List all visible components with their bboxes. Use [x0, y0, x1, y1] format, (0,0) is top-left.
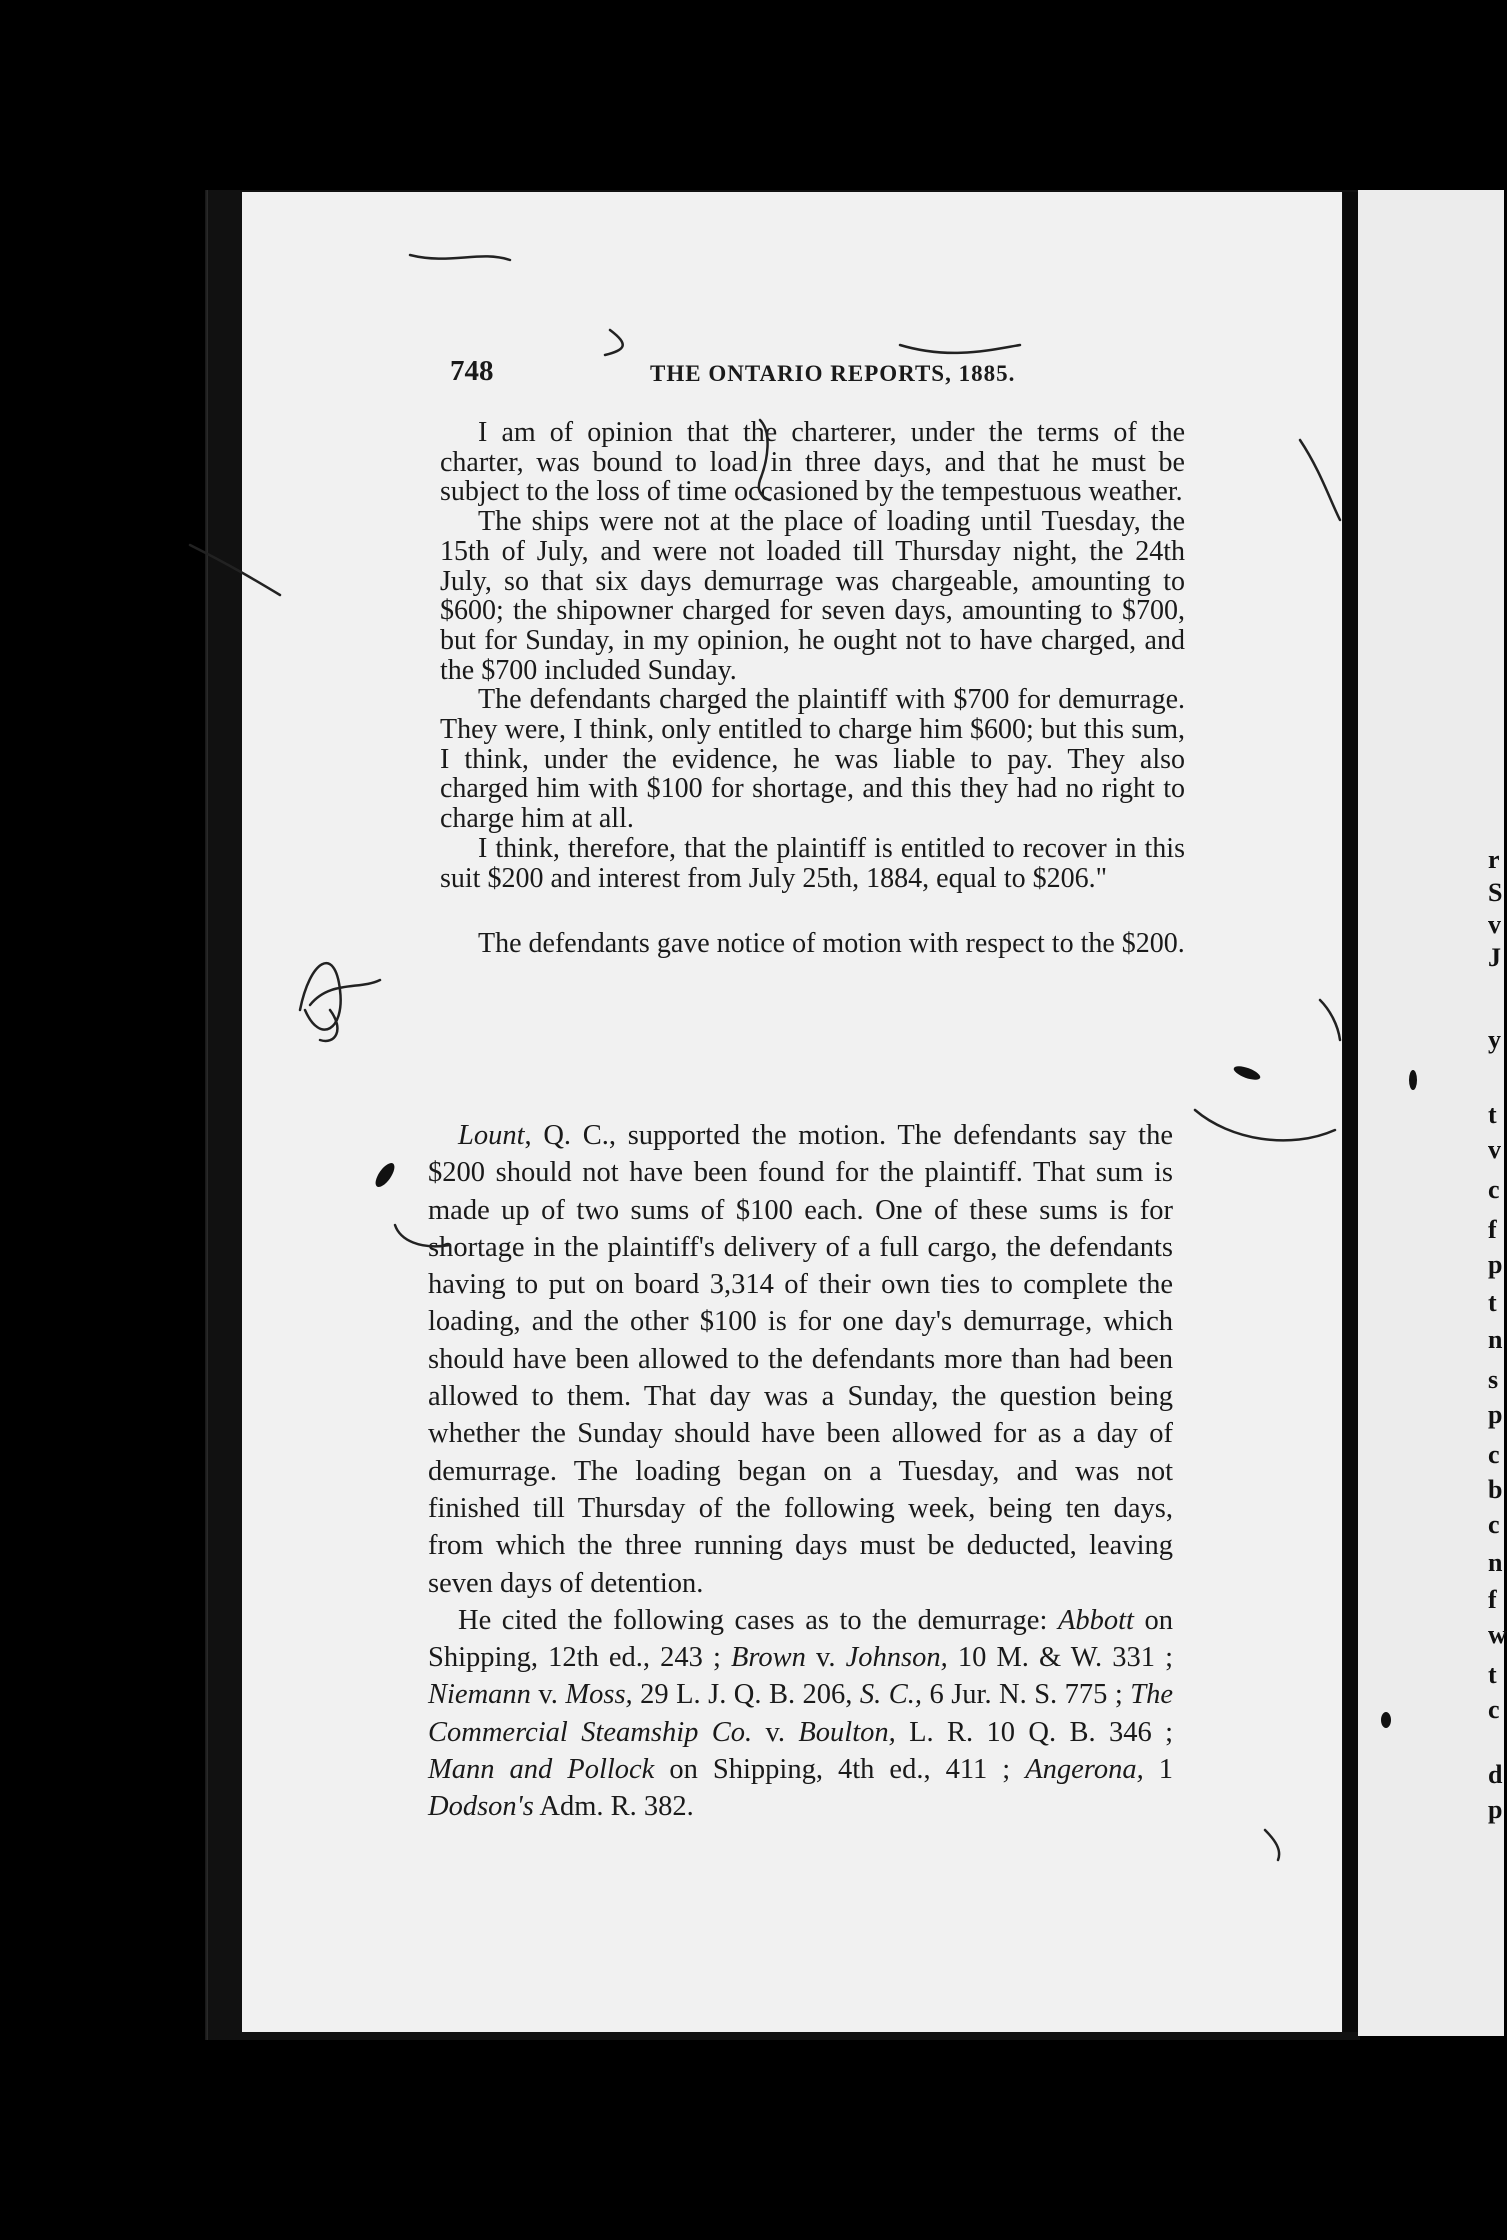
counsel-name: Lount	[458, 1120, 525, 1151]
adjacent-page-fragment: n	[1488, 1548, 1503, 1577]
citation-italic: S. C.,	[859, 1679, 923, 1711]
ink-blot	[1381, 1712, 1391, 1728]
citation-text: on Shipping, 4th ed., 411 ;	[654, 1754, 1026, 1786]
adjacent-page-fragment: w	[1488, 1620, 1507, 1649]
scribble	[1320, 1000, 1340, 1040]
adjacent-page-fragment: c	[1488, 1695, 1500, 1724]
argument-text: , Q. C., supported the motion. The defendants say the $200 should not have been found for the plaintiff. That sum is made up of two sums of $100 each. One of these sums is for shortage in the plaintiff's delivery of a full cargo, the defendants having to put on board 3,314 of their own ties to complete the loading, and the other $100 is for one day's demurrage, which should have been allowed to the defendants more than had been allowed to them. That day was a Sunday, the question being whether the Sunday should have been allowed for as a day of demurrage. The loading began on a Tuesday, and was not finished till Thursday of the following week, being ten days, from which the three running days must be deducted, leaving seven days of detention.	[428, 1120, 1173, 1599]
citation-italic: Boulton,	[798, 1716, 896, 1748]
adjacent-page-fragment: b	[1488, 1475, 1503, 1504]
ink-blot	[1409, 1070, 1417, 1090]
citation-italic: Dodson's	[428, 1791, 534, 1823]
citation-text: 6 Jur. N. S. 775 ;	[922, 1679, 1131, 1711]
adjacent-page-fragment: d	[1488, 1760, 1503, 1789]
citation-text: 1	[1143, 1754, 1173, 1786]
citation-italic: The Commercial Steamship Co.	[428, 1679, 1173, 1748]
citation-text: Adm. R. 382.	[533, 1791, 694, 1823]
citation-text: v.	[805, 1642, 846, 1674]
adjacent-page-fragment: t	[1488, 1288, 1497, 1317]
adjacent-page-fragment: p	[1488, 1250, 1503, 1279]
scribble	[395, 1225, 450, 1246]
adjacent-page-fragment: r	[1488, 845, 1500, 874]
paragraph: I think, therefore, that the plaintiff is entitled to recover in this suit $200 and interest from July 25th, 1884, equal to $206."	[440, 832, 1185, 894]
scribble	[410, 255, 510, 260]
page-number: 748	[450, 355, 494, 387]
adjacent-page-fragment: c	[1488, 1440, 1500, 1469]
adjacent-page-fragment: v	[1488, 910, 1501, 939]
citation-italic: Niemann	[428, 1679, 531, 1711]
adjacent-page-fragment: J	[1488, 943, 1501, 972]
scribble	[1300, 440, 1340, 520]
scribble	[1265, 1830, 1279, 1860]
notice-paragraph: The defendants gave notice of motion with respect to the $200.	[478, 928, 1185, 960]
adjacent-page-fragment: f	[1488, 1585, 1497, 1614]
adjacent-page-fragment: n	[1488, 1325, 1503, 1354]
ink-blot	[1232, 1064, 1262, 1083]
ink-blot	[372, 1160, 398, 1190]
scribble	[310, 980, 380, 1005]
adjacent-page-fragment: y	[1488, 1025, 1501, 1054]
citation-italic: Angerona,	[1025, 1754, 1144, 1786]
adjacent-page-fragment: t	[1488, 1660, 1497, 1689]
citation-italic: Abbott	[1057, 1604, 1134, 1636]
citation-text: L. R. 10 Q. B. 346 ;	[895, 1716, 1173, 1748]
adjacent-page-fragment: p	[1488, 1795, 1503, 1824]
citation-text: 10 M. & W. 331 ;	[947, 1642, 1173, 1674]
citation-text: v.	[530, 1679, 566, 1711]
scribble	[1195, 1110, 1335, 1140]
adjacent-page-fragment: v	[1488, 1135, 1501, 1164]
citation-text: v.	[752, 1716, 799, 1748]
paragraph: I am of opinion that the charterer, under the terms of the charter, was bound to load in three days, and that he must be subject to the loss of time occasioned by the tempestuous weather.	[440, 417, 1185, 508]
adjacent-page-fragment: c	[1488, 1175, 1500, 1204]
paragraph: The ships were not at the place of loading until Tuesday, the 15th of July, and were not loaded till Thursday night, the 24th July, so that six days demurrage was chargeable, amounting to $600; the shipowner charged for seven days, amounting to $700, but for Sunday, in my opinion, he ought not to have charged, and the $700 included Sunday.	[440, 506, 1185, 686]
adjacent-page-fragment: f	[1488, 1215, 1497, 1244]
citation-italic: Mann and Pollock	[428, 1754, 655, 1786]
adjacent-page-fragment: p	[1488, 1400, 1503, 1429]
citation-italic: Moss,	[565, 1679, 633, 1711]
running-title: THE ONTARIO REPORTS, 1885.	[650, 361, 1016, 386]
citation-text: on Shipping, 12th ed., 243 ;	[428, 1604, 1173, 1674]
citation-lead: He cited the following cases as to the demurrage:	[458, 1604, 1058, 1636]
adjacent-page-fragment: s	[1488, 1365, 1499, 1394]
citation-italic: Johnson,	[845, 1642, 948, 1674]
paragraph: The defendants charged the plaintiff with $700 for demurrage. They were, I think, only entitled to charge him $600; but this sum, I think, under the evidence, he was liable to pay. They also charged him with $100 for shortage, and this they had no right to charge him at all.	[440, 684, 1185, 835]
scribble	[190, 545, 280, 595]
scribble	[900, 345, 1020, 353]
scribble	[759, 420, 770, 500]
citation-text: 29 L. J. Q. B. 206,	[632, 1679, 860, 1711]
scribble	[605, 330, 623, 355]
adjacent-page-fragment: c	[1488, 1510, 1500, 1539]
citation-italic: Brown	[730, 1642, 806, 1674]
adjacent-page-fragment: S	[1488, 878, 1503, 907]
adjacent-page-fragment: t	[1488, 1100, 1497, 1129]
